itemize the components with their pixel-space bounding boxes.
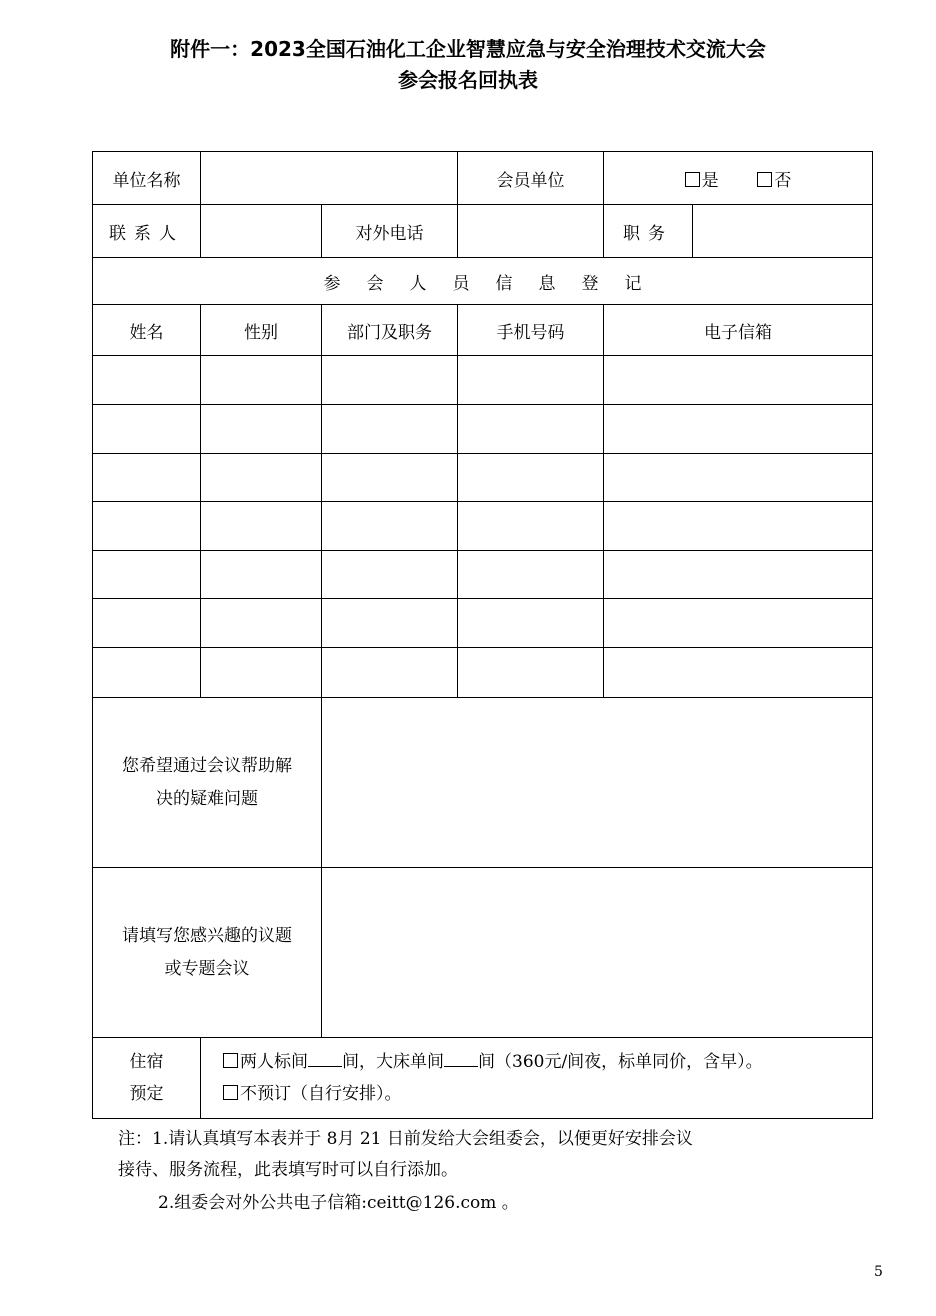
cell[interactable] [93, 356, 201, 405]
cell[interactable] [604, 648, 873, 698]
column-header-gender: 性别 [201, 305, 322, 356]
phone-field[interactable] [458, 205, 604, 258]
lodging-option-rooms [223, 1046, 872, 1078]
no-booking-checkbox[interactable] [223, 1085, 238, 1100]
cell[interactable] [604, 502, 873, 551]
table-row [93, 599, 873, 648]
question-problems-field[interactable] [322, 698, 873, 868]
cell[interactable] [604, 599, 873, 648]
cell[interactable] [458, 648, 604, 698]
cell[interactable] [201, 551, 322, 599]
table-row [93, 356, 873, 405]
cell[interactable] [322, 405, 458, 454]
member-label: 会员单位 [458, 152, 604, 205]
no-checkbox[interactable] [757, 172, 772, 187]
unit-name-label: 单位名称 [93, 152, 201, 205]
question-problems-line2: 决的疑难问题 [156, 788, 258, 809]
cell[interactable] [604, 454, 873, 502]
cell[interactable] [93, 599, 201, 648]
contact-field[interactable] [201, 205, 322, 258]
cell[interactable] [322, 648, 458, 698]
king-room-label: 间，大床单间 [342, 1052, 444, 1072]
section-title: 参会人员信息登记 [93, 258, 873, 305]
question-topics-field[interactable] [322, 868, 873, 1038]
yes-label: 是 [701, 170, 719, 191]
note-line-3: 2.组委会对外公共电子信箱:ceitt@126.com 。 [158, 1193, 519, 1213]
column-header-email: 电子信箱 [604, 305, 873, 356]
cell[interactable] [604, 551, 873, 599]
yes-checkbox[interactable] [685, 172, 700, 187]
cell[interactable] [458, 405, 604, 454]
no-label: 否 [774, 170, 792, 191]
cell[interactable] [458, 551, 604, 599]
member-choice [604, 152, 873, 205]
twin-room-label: 两人标间 [240, 1052, 308, 1072]
table-row [93, 648, 873, 698]
cell[interactable] [322, 551, 458, 599]
column-header-dept: 部门及职务 [322, 305, 458, 356]
table-row [93, 502, 873, 551]
question-topics-label [93, 868, 322, 1038]
cell[interactable] [604, 405, 873, 454]
cell[interactable] [201, 648, 322, 698]
twin-room-count-blank[interactable] [308, 1052, 342, 1067]
cell[interactable] [322, 454, 458, 502]
contact-label: 联系人 [93, 205, 201, 258]
no-booking-label: 不预订（自行安排）。 [240, 1084, 402, 1104]
cell[interactable] [93, 502, 201, 551]
lodging-label-line2: 预定 [129, 1084, 164, 1104]
cell[interactable] [201, 356, 322, 405]
registration-form [92, 151, 873, 1119]
column-header-mobile: 手机号码 [458, 305, 604, 356]
column-header-name: 姓名 [93, 305, 201, 356]
cell[interactable] [458, 454, 604, 502]
question-problems-label [93, 698, 322, 868]
table-row [93, 454, 873, 502]
title-line-1: 附件一：2023全国石油化工企业智慧应急与安全治理技术交流大会 [170, 37, 766, 61]
question-problems-line1: 您希望通过会议帮助解 [122, 755, 292, 776]
cell[interactable] [322, 599, 458, 648]
cell[interactable] [458, 502, 604, 551]
cell[interactable] [604, 356, 873, 405]
lodging-option-none [223, 1078, 872, 1110]
table-row [93, 405, 873, 454]
cell[interactable] [201, 405, 322, 454]
lodging-options [201, 1038, 873, 1119]
cell[interactable] [93, 405, 201, 454]
phone-label: 对外电话 [322, 205, 458, 258]
note-line-1: 注：1.请认真填写本表并于 8月 21 日前发给大会组委会，以便更好安排会议 [118, 1129, 693, 1149]
cell[interactable] [458, 356, 604, 405]
lodging-label-line1: 住宿 [129, 1052, 164, 1072]
table-row [93, 551, 873, 599]
king-room-count-blank[interactable] [444, 1052, 478, 1067]
cell[interactable] [93, 648, 201, 698]
page-number: 5 [874, 1264, 883, 1280]
cell[interactable] [201, 599, 322, 648]
cell[interactable] [322, 502, 458, 551]
position-label: 职务 [604, 205, 693, 258]
twin-room-checkbox[interactable] [223, 1053, 238, 1068]
room-price-text: 间（360元/间夜，标单同价，含早）。 [478, 1052, 763, 1072]
unit-name-field[interactable] [201, 152, 458, 205]
cell[interactable] [201, 454, 322, 502]
position-field[interactable] [693, 205, 873, 258]
question-topics-line2: 或专题会议 [164, 958, 250, 979]
cell[interactable] [458, 599, 604, 648]
cell[interactable] [93, 551, 201, 599]
cell[interactable] [93, 454, 201, 502]
cell[interactable] [201, 502, 322, 551]
cell[interactable] [322, 356, 458, 405]
question-topics-line1: 请填写您感兴趣的议题 [122, 925, 292, 946]
note-line-2: 接待、服务流程，此表填写时可以自行添加。 [118, 1160, 458, 1180]
title-line-2: 参会报名回执表 [398, 68, 538, 92]
lodging-label [93, 1038, 201, 1119]
